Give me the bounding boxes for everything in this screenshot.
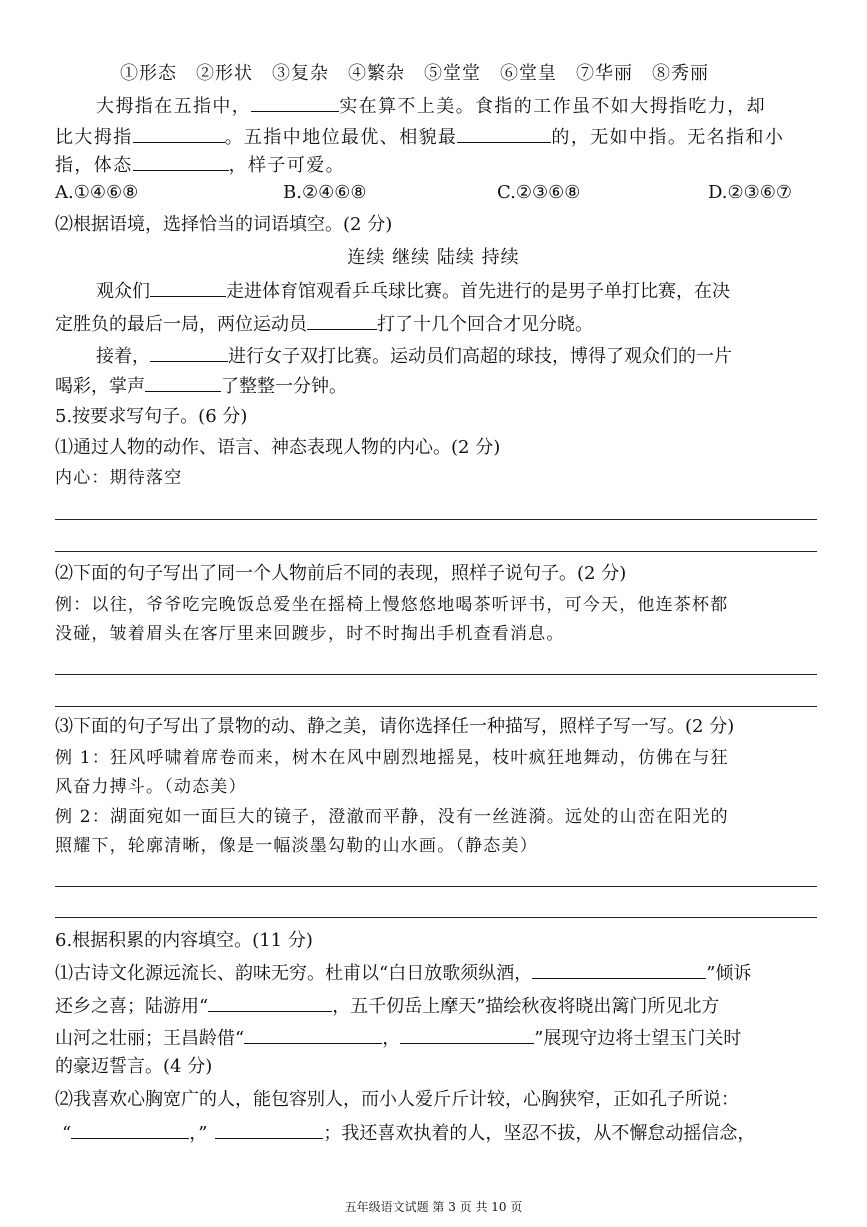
text: ”展现守边将士望玉门关时 (534, 1028, 742, 1049)
choice-a[interactable]: A.①④⑥⑧ (55, 182, 139, 203)
word-options-list: ①形态 ②形状 ③复杂 ④繁杂 ⑤堂堂 ⑥堂皇 ⑦华丽 ⑧秀丽 (120, 63, 709, 84)
q6-line-1 (55, 960, 812, 986)
q6-line-2 (55, 993, 812, 1019)
passage-line-1 (96, 93, 812, 119)
q5-2-example-line-2: 没碰，皱着眉头在客厅里来回踱步，时不时掏出手机查看消息。 (55, 624, 565, 644)
q5-1-title: ⑴通过人物的动作、语言、神态表现人物的内心。(2 分) (55, 437, 501, 458)
choice-b[interactable]: B.②④⑥⑧ (283, 182, 367, 203)
blank[interactable] (133, 152, 229, 171)
q5-3-example2-line-1: 例 2：湖面宛如一面巨大的镜子，澄澈而平静，没有一丝涟漪。远处的山峦在阳光的 (55, 807, 729, 827)
blank[interactable] (150, 343, 228, 362)
answer-line[interactable] (55, 917, 817, 918)
page-footer: 五年级语文试题 第 3 页 共 10 页 (344, 1200, 523, 1214)
text: ⑴古诗文化源远流长、韵味无穷。杜甫以“白日放歌须纵酒， (55, 963, 533, 984)
passage-line-2 (55, 124, 812, 150)
answer-line[interactable] (55, 886, 817, 887)
text: ；我还喜欢执着的人，坚忍不拔，从不懈怠动摇信念， (323, 1123, 756, 1144)
text: 大拇指在五指中， (96, 96, 252, 117)
blank[interactable] (215, 1120, 323, 1139)
blank[interactable] (244, 1025, 382, 1044)
text: 走进体育馆观看乒乓球比赛。首先进行的是男子单打比赛，在决 (226, 281, 730, 302)
passage-line-3 (55, 152, 812, 178)
blank[interactable] (251, 93, 339, 112)
answer-line[interactable] (55, 706, 817, 707)
text: ，样子可爱。 (228, 155, 346, 176)
q6-line-6 (62, 1120, 812, 1146)
text: 了整整一分钟。 (221, 376, 347, 397)
text: 比大拇指 (55, 127, 133, 148)
text: 喝彩，掌声 (55, 376, 145, 397)
text: 山河之壮丽；王昌龄借“ (55, 1028, 245, 1049)
blank[interactable] (208, 993, 332, 1012)
text: 观众们 (96, 281, 150, 302)
text: ，五千仞岳上摩天”描绘秋夜将晓出篱门所见北方 (332, 996, 720, 1017)
text: 打了十几个回合才见分晓。 (377, 314, 593, 335)
q4-2-line-2 (55, 311, 812, 337)
text: 定胜负的最后一局，两位运动员 (55, 314, 307, 335)
q5-3-example2-line-2: 照耀下，轮廓清晰，像是一幅淡墨勾勒的山水画。（静态美） (55, 836, 538, 856)
text: ”倾诉 (706, 963, 752, 984)
q4-2-line-3 (96, 343, 812, 369)
q6-line-4: 的豪迈誓言。(4 分) (55, 1056, 213, 1077)
q6-line-3 (55, 1025, 812, 1051)
text: 还乡之喜；陆游用“ (55, 996, 209, 1017)
blank[interactable] (307, 311, 377, 330)
q5-2-example-line-1: 例：以往，爷爷吃完晚饭总爱坐在摇椅上慢悠悠地喝茶听评书，可今天，他连茶杯都 (55, 595, 729, 615)
q5-1-hint: 内心：期待落空 (55, 468, 183, 488)
q5-title: 5.按要求写句子。(6 分) (55, 406, 248, 427)
q5-3-example1-line-2: 风奋力搏斗。（动态美） (55, 777, 247, 797)
text: ，” (189, 1123, 208, 1144)
blank[interactable] (71, 1120, 189, 1139)
blank[interactable] (532, 960, 706, 979)
text: “ (62, 1123, 72, 1144)
choice-c[interactable]: C.②③⑥⑧ (497, 182, 581, 203)
q6-title: 6.根据积累的内容填空。(11 分) (55, 930, 313, 951)
q4-2-title: ⑵根据语境，选择恰当的词语填空。(2 分) (55, 214, 393, 235)
text: 指，体态 (55, 155, 133, 176)
blank[interactable] (400, 1025, 534, 1044)
text: ， (382, 1028, 401, 1049)
blank[interactable] (133, 124, 225, 143)
text: 的，无如中指。无名指和小 (551, 127, 785, 148)
answer-line[interactable] (55, 519, 817, 520)
q5-3-example1-line-1: 例 1：狂风呼啸着席卷而来，树木在风中剧烈地摇晃，枝叶疯狂地舞动，仿佛在与狂 (55, 748, 729, 768)
word-bank: 连续 继续 陆续 持续 (347, 247, 520, 268)
q4-2-line-4 (55, 373, 812, 399)
q4-2-line-1 (96, 278, 812, 304)
answer-line[interactable] (55, 551, 817, 552)
text: 实在算不上美。食指的工作虽不如大拇指吃力，却 (339, 96, 767, 117)
choice-d[interactable]: D.②③⑥⑦ (708, 182, 793, 203)
q5-3-title: ⑶下面的句子写出了景物的动、静之美，请你选择任一种描写，照样子写一写。(2 分) (55, 716, 735, 737)
answer-line[interactable] (55, 674, 817, 675)
text: 。五指中地位最优、相貌最 (224, 127, 458, 148)
blank[interactable] (145, 373, 221, 392)
blank[interactable] (150, 278, 226, 297)
q6-line-5: ⑵我喜欢心胸宽广的人，能包容别人，而小人爱斤斤计较，心胸狭窄，正如孔子所说： (55, 1089, 739, 1110)
text: 进行女子双打比赛。运动员们高超的球技，博得了观众们的一片 (228, 346, 732, 367)
text: 接着， (96, 346, 150, 367)
q5-2-title: ⑵下面的句子写出了同一个人物前后不同的表现，照样子说句子。(2 分) (55, 563, 627, 584)
blank[interactable] (457, 124, 551, 143)
